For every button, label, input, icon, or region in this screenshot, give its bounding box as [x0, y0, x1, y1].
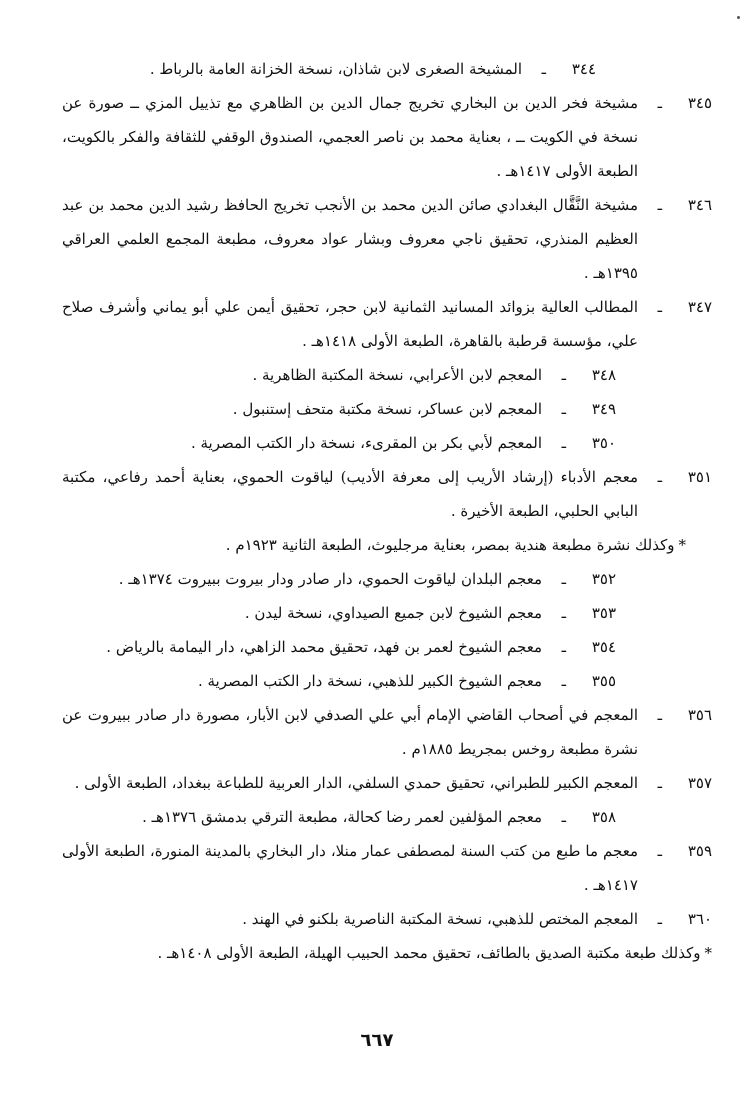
note-351 — [62, 528, 712, 562]
entry-text: معجم الشيوخ لعمر بن فهد، تحقيق محمد الزاهي، دار اليمامة بالرياض . — [106, 638, 542, 656]
note-text: وكذلك طبعة مكتبة الصديق بالطائف، تحقيق محمد الحبيب الهيلة، الطبعة الأولى ١٤٠٨هـ . — [157, 944, 701, 962]
entry-350: ٣٥٠ ـ المعجم لأبي بكر بن المقرىء، نسخة دار الكتب المصرية . — [190, 434, 616, 452]
note-360 — [62, 936, 712, 970]
entry-text: المعجم الكبير للطبراني، تحقيق حمدي السلفي، الدار العربية للطباعة ببغداد، الطبعة الأولى . — [74, 774, 638, 792]
entry-text: المعجم في أصحاب القاضي الإمام أبي علي الصدفي لابن الأبار، مصورة دار صادر ببيروت عن نشرة مطبعة روخس بمجريط ١٨٨٥م . — [62, 706, 638, 758]
entry-text: معجم الشيوخ لابن جميع الصيداوي، نسخة ليدن . — [244, 604, 542, 622]
entry-text: المشيخة الصغرى لابن شاذان، نسخة الخزانة العامة بالرباط . — [149, 60, 522, 78]
entry-text: معجم الشيوخ الكبير للذهبي، نسخة دار الكتب المصرية . — [197, 672, 542, 690]
entry-357: ٣٥٧ ـ المعجم الكبير للطبراني، تحقيق حمدي السلفي، الدار العربية للطباعة ببغداد، الطبعة الأولى . — [74, 774, 712, 792]
entry-text: مشيخة فخر الدين بن البخاري تخريج جمال الدين بن الظاهري مع تذييل المزي ــ صورة عن نسخة في الكويت ــ ، بعناية محمد بن ناصر العجمي، الصندوق الوقفي للثقافة والفكر بالكويت، الطبعة الأولى ١٤١٧هـ . — [62, 94, 638, 180]
asterisk-icon: * — [704, 944, 712, 962]
entry-354: ٣٥٤ ـ معجم الشيوخ لعمر بن فهد، تحقيق محمد الزاهي، دار اليمامة بالرياض . — [106, 638, 616, 656]
entry-349: ٣٤٩ ـ المعجم لابن عساكر، نسخة مكتبة متحف إستنبول . — [232, 400, 616, 418]
entry-358: ٣٥٨ ـ معجم المؤلفين لعمر رضا كحالة، مطبعة الترقي بدمشق ١٣٧٦هـ . — [142, 808, 616, 826]
bibliography-list — [62, 52, 712, 970]
entry-344: ٣٤٤ ـ المشيخة الصغرى لابن شاذان، نسخة الخزانة العامة بالرباط . — [149, 60, 596, 78]
page-number: ٦٦٧ — [360, 1030, 394, 1051]
entry-347: ٣٤٧ ـ المطالب العالية بزوائد المسانيد الثمانية لابن حجر، تحقيق أيمن علي أبو يماني وأشرف صلاح علي، مؤسسة قرطبة بالقاهرة، الطبعة الأولى ١٤١٨هـ . — [62, 298, 712, 350]
entry-text: مشيخة النَّقَّال البغدادي صائن الدين محمد بن الأنجب تخريج الحافظ رشيد الدين محمد بن عبد العظيم المنذري، تحقيق ناجي معروف وبشار عواد معروف، مطبعة المجمع العلمي العراقي ١٣٩٥هـ . — [62, 196, 638, 282]
entry-360: ٣٦٠ ـ المعجم المختص للذهبي، نسخة المكتبة الناصرية بلكنو في الهند . — [242, 910, 712, 928]
entry-text: المعجم لابن عساكر، نسخة مكتبة متحف إستنبول . — [232, 400, 542, 418]
entry-356: ٣٥٦ ـ المعجم في أصحاب القاضي الإمام أبي علي الصدفي لابن الأبار، مصورة دار صادر ببيروت عن نشرة مطبعة روخس بمجريط ١٨٨٥م . — [62, 706, 712, 758]
entry-text: معجم المؤلفين لعمر رضا كحالة، مطبعة الترقي بدمشق ١٣٧٦هـ . — [142, 808, 542, 826]
entry-text: المعجم المختص للذهبي، نسخة المكتبة الناصرية بلكنو في الهند . — [242, 910, 638, 928]
entry-text: معجم البلدان لياقوت الحموي، دار صادر ودار بيروت ببيروت ١٣٧٤هـ . — [118, 570, 542, 588]
entry-346: ٣٤٦ ـ مشيخة النَّقَّال البغدادي صائن الدين محمد بن الأنجب تخريج الحافظ رشيد الدين محمد بن عبد العظيم المنذري، تحقيق ناجي معروف وبشار عواد معروف، مطبعة المجمع العلمي العراقي ١٣٩٥هـ . — [62, 196, 712, 282]
entry-351: ٣٥١ ـ معجم الأدباء (إرشاد الأريب إلى معرفة الأديب) لياقوت الحموي، بعناية أحمد رفاعي، مكتبة البابي الحلبي، الطبعة الأخيرة . — [62, 468, 712, 520]
entry-353: ٣٥٣ ـ معجم الشيوخ لابن جميع الصيداوي، نسخة ليدن . — [244, 604, 616, 622]
entry-359: ٣٥٩ ـ معجم ما طبع من كتب السنة لمصطفى عمار منلا، دار البخاري بالمدينة المنورة، الطبعة الأولى ١٤١٧هـ . — [62, 842, 712, 894]
note-text: وكذلك نشرة مطبعة هندية بمصر، بعناية مرجليوث، الطبعة الثانية ١٩٢٣م . — [225, 536, 675, 554]
entry-text: معجم الأدباء (إرشاد الأريب إلى معرفة الأديب) لياقوت الحموي، بعناية أحمد رفاعي، مكتبة البابي الحلبي، الطبعة الأخيرة . — [62, 468, 638, 520]
entry-352: ٣٥٢ ـ معجم البلدان لياقوت الحموي، دار صادر ودار بيروت ببيروت ١٣٧٤هـ . — [118, 570, 616, 588]
asterisk-icon: * — [678, 536, 686, 554]
entry-text: المعجم لابن الأعرابي، نسخة المكتبة الظاهرية . — [252, 366, 542, 384]
entry-345: ٣٤٥ ـ مشيخة فخر الدين بن البخاري تخريج جمال الدين بن الظاهري مع تذييل المزي ــ صورة عن نسخة في الكويت ــ ، بعناية محمد بن ناصر العجمي، الصندوق الوقفي للثقافة والفكر بالكويت، الطبعة الأولى ١٤١٧هـ . — [62, 94, 712, 180]
entry-text: معجم ما طبع من كتب السنة لمصطفى عمار منلا، دار البخاري بالمدينة المنورة، الطبعة الأولى ١٤١٧هـ . — [62, 842, 638, 894]
entry-355: ٣٥٥ ـ معجم الشيوخ الكبير للذهبي، نسخة دار الكتب المصرية . — [197, 672, 616, 690]
entry-text: المعجم لأبي بكر بن المقرىء، نسخة دار الكتب المصرية . — [190, 434, 542, 452]
corner-dot — [737, 16, 740, 19]
entry-348: ٣٤٨ ـ المعجم لابن الأعرابي، نسخة المكتبة الظاهرية . — [252, 366, 616, 384]
entry-text: المطالب العالية بزوائد المسانيد الثمانية لابن حجر، تحقيق أيمن علي أبو يماني وأشرف صلاح علي، مؤسسة قرطبة بالقاهرة، الطبعة الأولى ١٤١٨هـ . — [62, 298, 638, 350]
